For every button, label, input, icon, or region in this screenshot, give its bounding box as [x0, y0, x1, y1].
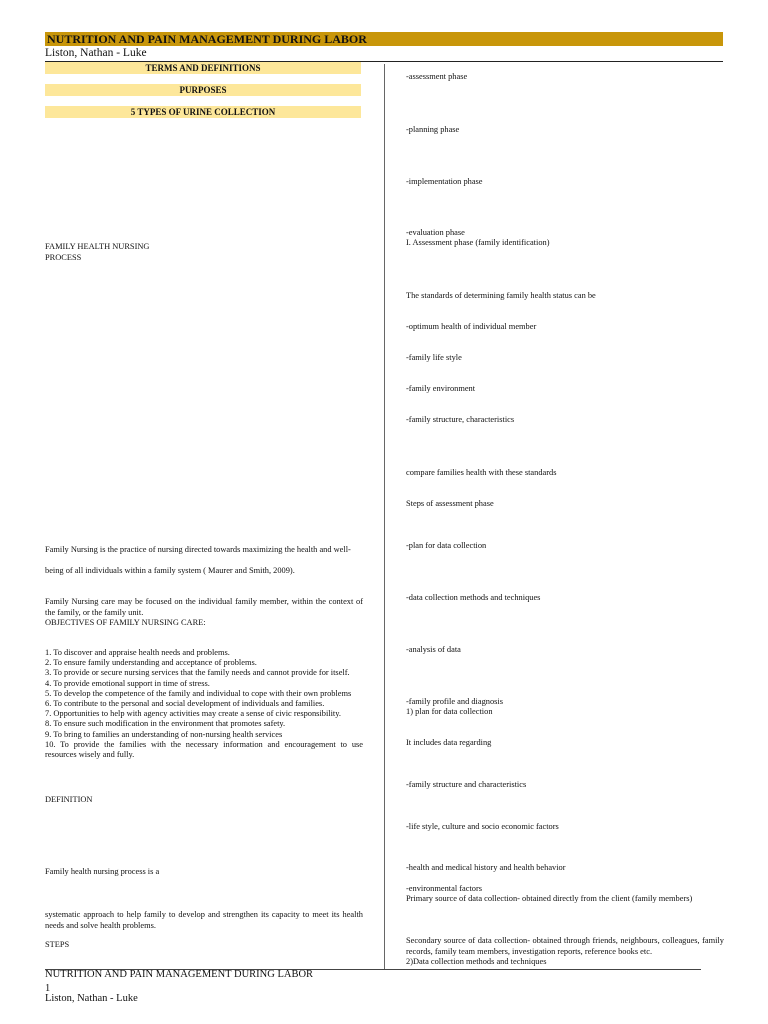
document-title: NUTRITION AND PAIN MANAGEMENT DURING LABOR — [45, 32, 723, 46]
section-terms-and-definitions: TERMS AND DEFINITIONS — [45, 62, 361, 74]
column-divider — [384, 64, 385, 969]
footer-title: NUTRITION AND PAIN MANAGEMENT DURING LABOR — [45, 969, 314, 980]
fhnp-is-text: Family health nursing process is a — [45, 867, 160, 876]
step-methods: -data collection methods and techniques — [406, 593, 541, 602]
objective-item: 4. To provide emotional support in time of stress. — [45, 678, 210, 688]
objective-item: 3. To provide or secure nursing services that the family needs and cannot provide for itself. — [45, 668, 350, 678]
footer-author: Liston, Nathan - Luke — [45, 993, 138, 1004]
objective-item: 9. To bring to families an understanding of non-nursing health services — [45, 729, 283, 739]
standard-optimum-health: -optimum health of individual member — [406, 322, 537, 331]
data-collection-methods-heading: 2)Data collection methods and techniques — [406, 957, 547, 966]
family-nursing-definition-a: Family Nursing is the practice of nursing directed towards maximizing the health and well- — [45, 545, 351, 554]
evaluation-phase: -evaluation phase — [406, 228, 465, 237]
implementation-phase: -implementation phase — [406, 177, 483, 186]
data-health-history: -health and medical history and health behavior — [406, 863, 566, 872]
objectives-list — [45, 648, 363, 760]
fhnp-heading-line1: FAMILY HEALTH NURSING — [45, 242, 150, 251]
objective-item: 5. To develop the competence of the family and individual to cope with their own problems — [45, 688, 352, 698]
objective-item: 2. To ensure family understanding and acceptance of problems. — [45, 658, 257, 668]
step-profile: -family profile and diagnosis — [406, 697, 503, 706]
objective-item: 6. To contribute to the personal and social development of individuals and families. — [45, 699, 325, 709]
step-analysis: -analysis of data — [406, 645, 461, 654]
standard-life-style: -family life style — [406, 353, 462, 362]
author-line: Liston, Nathan - Luke — [45, 47, 147, 59]
primary-source: Primary source of data collection- obtained directly from the client (family members) — [406, 894, 693, 903]
compare-families: compare families health with these standards — [406, 468, 557, 477]
fhnp-heading-line2: PROCESS — [45, 253, 82, 262]
steps-label: STEPS — [45, 940, 70, 949]
section-purposes: PURPOSES — [45, 84, 361, 96]
includes-data: It includes data regarding — [406, 738, 492, 747]
secondary-source: Secondary source of data collection- obtained through friends, neighbours, colleagues, family records, family team members, investigation reports, reference books etc. — [406, 936, 724, 956]
steps-of-assessment: Steps of assessment phase — [406, 499, 494, 508]
definition-label: DEFINITION — [45, 795, 93, 804]
data-life-style-culture: -life style, culture and socio economic factors — [406, 822, 559, 831]
assessment-identification: I. Assessment phase (family identification) — [406, 238, 550, 247]
objective-item: 7. Opportunities to help with agency activities may create a sense of civic responsibility. — [45, 709, 341, 719]
objective-item: 10. To provide the families with the necessary information and encouragement to use resources wisely and fully. — [45, 739, 363, 760]
standard-environment: -family environment — [406, 384, 476, 393]
standards-intro: The standards of determining family health status can be — [406, 291, 596, 300]
systematic-approach-text: systematic approach to help family to develop and strengthen its capacity to meet its health needs and solve health problems. — [45, 910, 363, 930]
family-nursing-definition-b: being of all individuals within a family system ( Maurer and Smith, 2009). — [45, 566, 295, 575]
objective-item: 1. To discover and appraise health needs and problems. — [45, 648, 230, 657]
objective-item: 8. To ensure such modification in the environment that promotes safety. — [45, 719, 286, 729]
planning-phase: -planning phase — [406, 125, 460, 134]
data-environmental-factors: -environmental factors — [406, 884, 483, 893]
page-number: 1 — [45, 983, 51, 994]
plan-for-data-collection: 1) plan for data collection — [406, 707, 493, 716]
objectives-title: OBJECTIVES OF FAMILY NURSING CARE: — [45, 618, 206, 627]
section-urine-collection: 5 TYPES OF URINE COLLECTION — [45, 106, 361, 118]
step-plan: -plan for data collection — [406, 541, 487, 550]
family-nursing-context: Family Nursing care may be focused on the individual family member, within the context of the family, or the family unit. — [45, 597, 363, 617]
data-structure-characteristics: -family structure and characteristics — [406, 780, 527, 789]
standard-structure: -family structure, characteristics — [406, 415, 515, 424]
assessment-phase: -assessment phase — [406, 72, 468, 81]
